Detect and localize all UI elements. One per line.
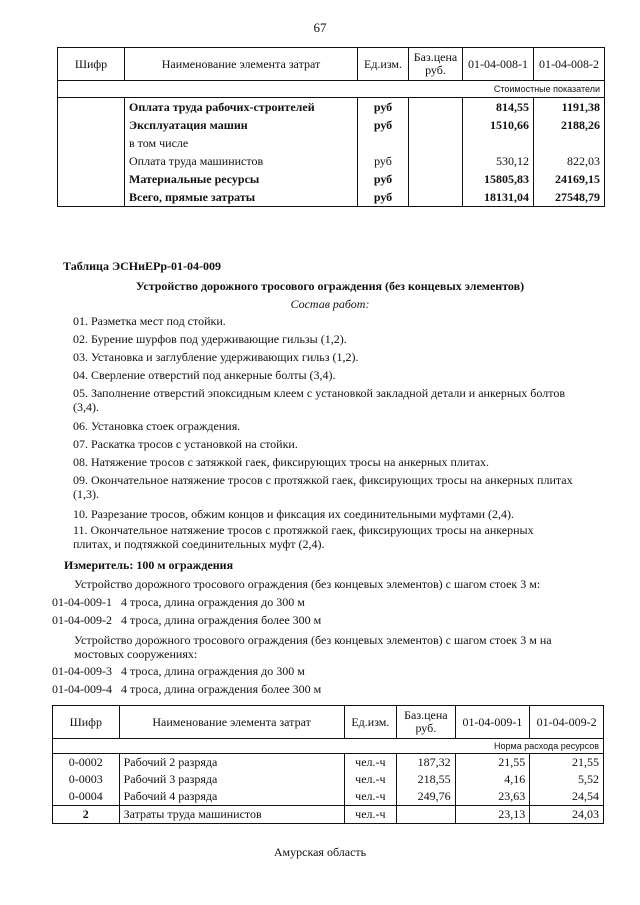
work-item: 10. Разрезание тросов, обжим концов и фиксация их соединительными муфтами (2,4). <box>73 507 515 521</box>
page-footer: Амурская область <box>273 845 367 859</box>
table-header-row <box>58 48 605 81</box>
row-unit: руб <box>358 188 409 207</box>
table-row <box>58 188 605 207</box>
empty-cell <box>409 98 463 117</box>
empty-cell <box>58 188 125 207</box>
empty-cell <box>58 98 125 117</box>
row-code: 0-0003 <box>53 771 120 788</box>
row-name: Материальные ресурсы <box>125 170 358 188</box>
row-value-2: 24,03 <box>530 806 604 824</box>
row-value-1: 21,55 <box>455 754 530 772</box>
header-col1: 01-04-009-1 <box>455 706 530 739</box>
work-item: 03. Установка и заглубление удерживающих гильз (1,2). <box>73 350 359 364</box>
row-code: 0-0004 <box>53 788 120 806</box>
empty-cell <box>58 116 125 134</box>
group1-heading: Устройство дорожного тросового ограждения (без концевых элементов) с шагом стоек 3 м: <box>74 577 541 591</box>
section-title: Устройство дорожного тросового ограждения (без концевых элементов) <box>135 279 525 293</box>
header-code: Шифр <box>53 706 120 739</box>
work-heading: Состав работ: <box>290 297 370 311</box>
row-price: 187,32 <box>397 754 456 772</box>
table-row <box>53 754 604 772</box>
row-name: Рабочий 3 разряда <box>119 771 344 788</box>
row-unit: чел.-ч <box>344 754 396 772</box>
table-label: Таблица ЭСНиЕРр-01-04-009 <box>63 259 222 273</box>
cost-table-008 <box>57 47 605 207</box>
row-value-2 <box>534 134 605 152</box>
row-value-1: 814,55 <box>463 98 534 117</box>
item-code: 01-04-009-1 <box>52 595 112 609</box>
subheader: Норма расхода ресурсов <box>53 739 604 754</box>
row-name: Эксплуатация машин <box>125 116 358 134</box>
item-code: 01-04-009-2 <box>52 613 112 627</box>
empty-cell <box>58 134 125 152</box>
table-row <box>53 771 604 788</box>
item-text: 4 троса, длина ограждения более 300 м <box>121 613 322 627</box>
header-col2: 01-04-009-2 <box>530 706 604 739</box>
row-value-2: 24,54 <box>530 788 604 806</box>
header-price: Баз.цена руб. <box>409 48 463 81</box>
row-value-1: 15805,83 <box>463 170 534 188</box>
item-code: 01-04-009-4 <box>52 682 112 696</box>
item-text: 4 троса, длина ограждения более 300 м <box>121 682 322 696</box>
header-code: Шифр <box>58 48 125 81</box>
item-text: 4 троса, длина ограждения до 300 м <box>121 664 305 678</box>
row-value-2: 27548,79 <box>534 188 605 207</box>
row-unit: руб <box>358 170 409 188</box>
row-value-1 <box>463 134 534 152</box>
group2-heading: Устройство дорожного тросового ограждения (без концевых элементов) с шагом стоек 3 м на мостовых сооружениях: <box>74 633 552 661</box>
item-code: 01-04-009-3 <box>52 664 112 678</box>
item-1 <box>52 595 305 610</box>
work-item: 06. Установка стоек ограждения. <box>73 419 241 433</box>
row-name: Оплата труда машинистов <box>125 152 358 170</box>
row-price: 218,55 <box>397 771 456 788</box>
work-item: 07. Раскатка тросов с установкой на стойки. <box>73 437 298 451</box>
header-name: Наименование элемента затрат <box>119 706 344 739</box>
row-name: Рабочий 2 разряда <box>119 754 344 772</box>
work-item: 08. Натяжение тросов с затяжкой гаек, фиксирующих тросы на анкерных плитах. <box>73 455 490 469</box>
row-unit: чел.-ч <box>344 771 396 788</box>
work-item: 01. Разметка мест под стойки. <box>73 314 226 328</box>
empty-cell <box>409 134 463 152</box>
row-value-2: 24169,15 <box>534 170 605 188</box>
header-col1: 01-04-008-1 <box>463 48 534 81</box>
row-value-1: 530,12 <box>463 152 534 170</box>
table-row <box>58 152 605 170</box>
table-subheader-row <box>58 81 605 98</box>
meter: Измеритель: 100 м ограждения <box>64 558 234 572</box>
row-unit: руб <box>358 116 409 134</box>
empty-cell <box>409 188 463 207</box>
header-col2: 01-04-008-2 <box>534 48 605 81</box>
header-name: Наименование элемента затрат <box>125 48 358 81</box>
row-price: 249,76 <box>397 788 456 806</box>
row-value-1: 23,63 <box>455 788 530 806</box>
table-subheader-row <box>53 739 604 754</box>
row-unit: руб <box>358 152 409 170</box>
row-name: Рабочий 4 разряда <box>119 788 344 806</box>
header-unit: Ед.изм. <box>358 48 409 81</box>
resource-table-009 <box>52 705 604 824</box>
row-value-1: 1510,66 <box>463 116 534 134</box>
row-value-2: 5,52 <box>530 771 604 788</box>
row-unit: чел.-ч <box>344 788 396 806</box>
table-row <box>58 116 605 134</box>
row-value-2: 21,55 <box>530 754 604 772</box>
row-name: в том числе <box>125 134 358 152</box>
header-price: Баз.цена руб. <box>397 706 456 739</box>
empty-cell <box>409 116 463 134</box>
row-value-1: 18131,04 <box>463 188 534 207</box>
row-price <box>397 806 456 824</box>
empty-cell <box>409 170 463 188</box>
row-unit <box>358 134 409 152</box>
item-text: 4 троса, длина ограждения до 300 м <box>121 595 305 609</box>
work-item: 11. Окончательное натяжение тросов с протяжкой гаек, фиксирующих тросы на анкерных плитах, и подтяжкой соединительных муфт (2,4). <box>73 523 534 551</box>
subheader: Стоимостные показатели <box>58 81 605 98</box>
row-name: Затраты труда машинистов <box>119 806 344 824</box>
table-header-row <box>53 706 604 739</box>
table-row <box>58 170 605 188</box>
table-row <box>53 806 604 824</box>
page-number: 67 <box>313 20 327 35</box>
row-code: 0-0002 <box>53 754 120 772</box>
table-row <box>53 788 604 806</box>
row-name: Оплата труда рабочих-строителей <box>125 98 358 117</box>
item-2 <box>52 613 321 628</box>
row-value-2: 2188,26 <box>534 116 605 134</box>
row-value-1: 4,16 <box>455 771 530 788</box>
empty-cell <box>58 170 125 188</box>
row-unit: чел.-ч <box>344 806 396 824</box>
item-4 <box>52 682 321 697</box>
empty-cell <box>409 152 463 170</box>
table-row <box>58 98 605 117</box>
empty-cell <box>58 152 125 170</box>
item-3 <box>52 664 305 679</box>
table-row <box>58 134 605 152</box>
work-item: 05. Заполнение отверстий эпоксидным клеем с установкой закладной детали и анкерных болтов (3,4). <box>73 386 565 414</box>
work-item: 04. Сверление отверстий под анкерные болты (3,4). <box>73 368 336 382</box>
row-unit: руб <box>358 98 409 117</box>
work-item: 02. Бурение шурфов под удерживающие гильзы (1,2). <box>73 332 347 346</box>
header-unit: Ед.изм. <box>344 706 396 739</box>
row-value-1: 23,13 <box>455 806 530 824</box>
row-code: 2 <box>53 806 120 824</box>
row-value-2: 1191,38 <box>534 98 605 117</box>
work-item: 09. Окончательное натяжение тросов с протяжкой гаек, фиксирующих тросы на анкерных плитах (1,3). <box>73 473 573 501</box>
row-value-2: 822,03 <box>534 152 605 170</box>
row-name: Всего, прямые затраты <box>125 188 358 207</box>
